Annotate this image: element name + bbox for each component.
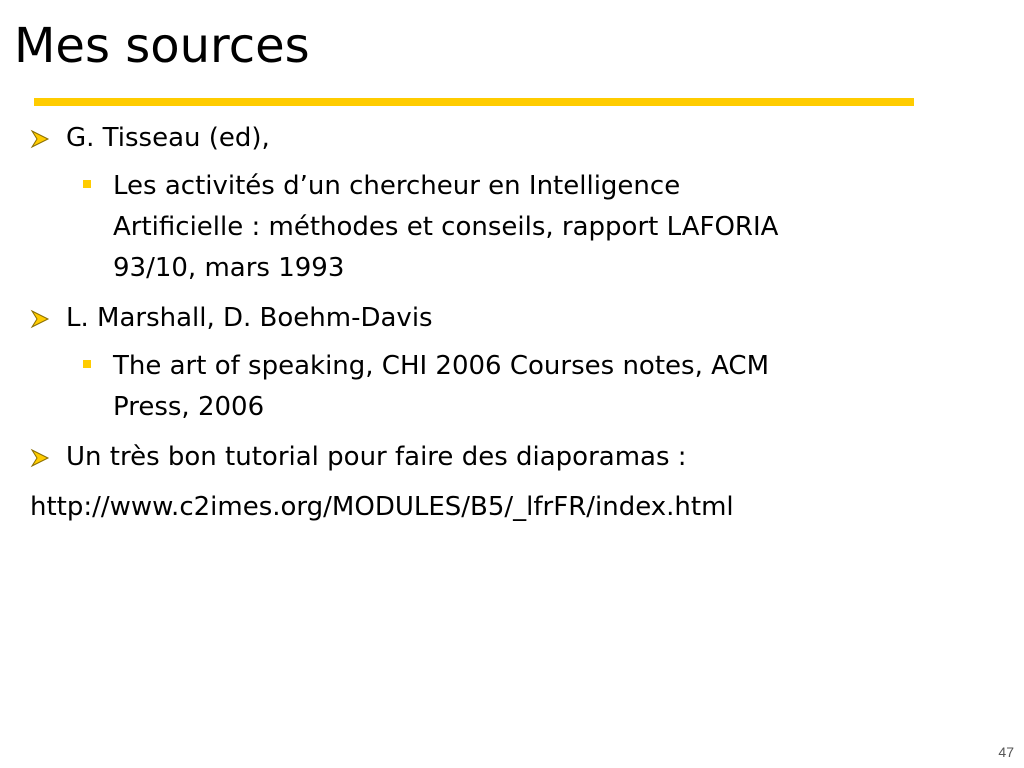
bullet-text: L. Marshall, D. Boehm-Davis [66, 303, 433, 333]
arrow-bullet-icon [30, 448, 50, 468]
square-bullet-icon [83, 180, 91, 188]
slide-title: Mes sources [14, 18, 310, 74]
bullet-text: G. Tisseau (ed), [66, 123, 270, 153]
sub-bullet-line: Les activités d’un chercheur en Intelligence [113, 171, 681, 201]
sub-bullet-line: The art of speaking, CHI 2006 Courses notes, ACM [113, 351, 770, 381]
arrow-bullet-icon [30, 309, 50, 329]
bullet-text: Un très bon tutorial pour faire des diaporamas : [66, 442, 687, 472]
square-bullet-icon [83, 360, 91, 368]
sub-bullet-line: 93/10, mars 1993 [113, 253, 345, 283]
arrow-bullet-icon [30, 129, 50, 149]
sub-bullet-line: Artificielle : méthodes et conseils, rapport LAFORIA [113, 212, 779, 242]
sub-bullet-line: Press, 2006 [113, 392, 265, 422]
page-number: 47 [998, 744, 1014, 760]
tutorial-url: http://www.c2imes.org/MODULES/B5/_lfrFR/index.html [30, 492, 734, 522]
